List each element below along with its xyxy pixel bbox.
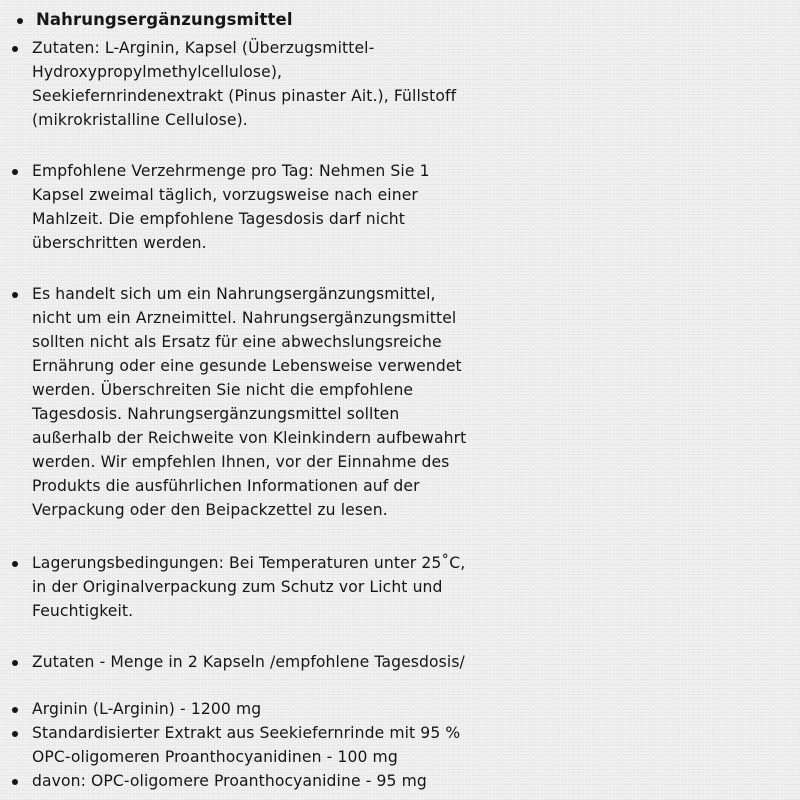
verzehr-line: Kapsel zweimal täglich, vorzugsweise nach einer — [32, 186, 418, 204]
lagerung-line: in der Originalverpackung zum Schutz vor Licht und — [32, 578, 443, 596]
zutaten-line: (mikrokristalline Cellulose). — [32, 111, 248, 129]
hinweis-line: sollten nicht als Ersatz für eine abwechslungsreiche — [32, 333, 442, 351]
hinweis-line: nicht um ein Arzneimittel. Nahrungsergänzungsmittel — [32, 309, 457, 327]
bullet-icon — [12, 779, 18, 785]
zutaten-line: Zutaten: L-Arginin, Kapsel (Überzugsmittel- — [32, 39, 375, 57]
bullet-icon — [12, 169, 18, 175]
bullet-icon — [12, 707, 18, 713]
verzehr-line: Empfohlene Verzehrmenge pro Tag: Nehmen Sie 1 — [32, 162, 430, 180]
hinweis-line: Verpackung oder den Beipackzettel zu lesen. — [32, 501, 388, 519]
hinweis-line: Tagesdosis. Nahrungsergänzungsmittel sollten — [32, 405, 400, 423]
bullet-icon — [17, 18, 23, 24]
hinweis-line: außerhalb der Reichweite von Kleinkindern aufbewahrt — [32, 429, 467, 447]
bullet-icon — [12, 292, 18, 298]
bullet-icon — [12, 660, 18, 666]
lagerung-line: Feuchtigkeit. — [32, 602, 134, 620]
page-title: Nahrungsergänzungsmittel — [36, 10, 293, 29]
menge-header-line: Zutaten - Menge in 2 Kapseln /empfohlene Tagesdosis/ — [32, 653, 465, 671]
verzehr-line: Mahlzeit. Die empfohlene Tagesdosis darf nicht — [32, 210, 406, 228]
extrakt-line: Standardisierter Extrakt aus Seekiefernrinde mit 95 % — [32, 724, 461, 742]
zutaten-line: Hydroxypropylmethylcellulose), — [32, 63, 283, 81]
extrakt-line: OPC-oligomeren Proanthocyanidinen - 100 mg — [32, 748, 398, 766]
lagerung-line: Lagerungsbedingungen: Bei Temperaturen unter 25˚C, — [32, 554, 466, 572]
bullet-icon — [12, 561, 18, 567]
arginin-line: Arginin (L-Arginin) - 1200 mg — [32, 700, 262, 718]
hinweis-line: werden. Überschreiten Sie nicht die empfohlene — [32, 381, 414, 399]
hinweis-line: werden. Wir empfehlen Ihnen, vor der Einnahme des — [32, 453, 450, 471]
hinweis-line: Ernährung oder eine gesunde Lebensweise verwendet — [32, 357, 462, 375]
hinweis-line: Es handelt sich um ein Nahrungsergänzungsmittel, — [32, 285, 436, 303]
hinweis-line: Produkts die ausführlichen Informationen auf der — [32, 477, 420, 495]
verzehr-line: überschritten werden. — [32, 234, 207, 252]
davon-line: davon: OPC-oligomere Proanthocyanidine - 95 mg — [32, 772, 427, 790]
bullet-icon — [12, 731, 18, 737]
bullet-icon — [12, 46, 18, 52]
zutaten-line: Seekiefernrindenextrakt (Pinus pinaster Ait.), Füllstoff — [32, 87, 457, 105]
